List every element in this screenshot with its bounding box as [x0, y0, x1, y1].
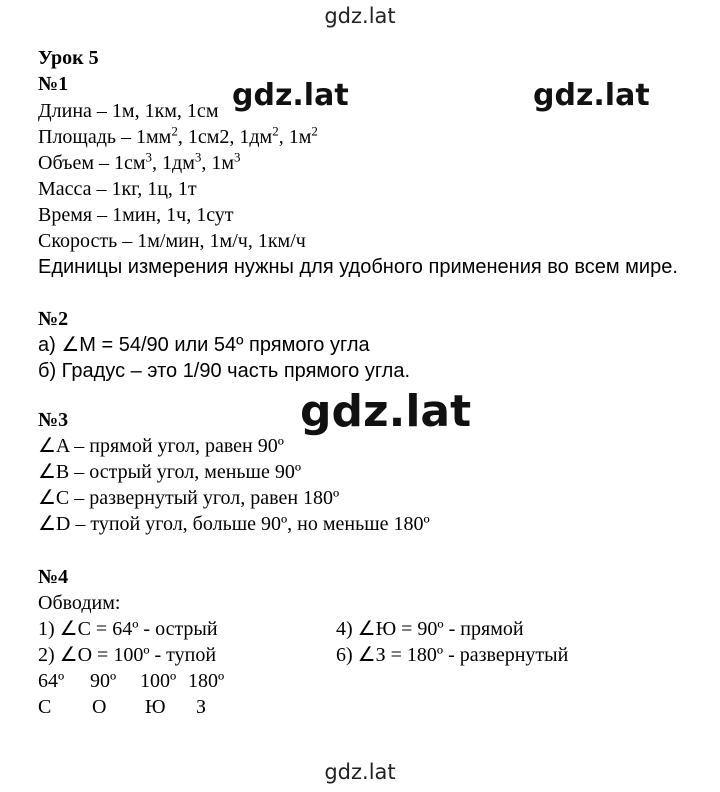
- letter-z: З: [196, 696, 207, 718]
- task4-item4: 4) ∠Ю = 90º - прямой: [336, 618, 524, 640]
- task4-item2: 2) ∠O = 100º - тупой: [38, 644, 217, 666]
- watermark-bottom: gdz.lat: [324, 760, 396, 784]
- area-part-3: , 1м: [278, 126, 312, 148]
- volume-part-3: , 1м: [201, 152, 235, 174]
- volume-part-1: Объем – 1см: [38, 152, 146, 174]
- task4-intro: Обводим:: [38, 592, 121, 614]
- letter-yu: Ю: [145, 696, 166, 718]
- task4-number: №4: [38, 566, 69, 588]
- task3-number: №3: [38, 409, 69, 431]
- degree-90: 90º: [90, 670, 117, 692]
- task3-D: ∠D – тупой угол, больше 90º, но меньше 180º: [38, 513, 430, 535]
- task1-number: №1: [38, 73, 69, 95]
- task1-time: Время – 1мин, 1ч, 1сут: [38, 204, 234, 226]
- watermark-top: gdz.lat: [324, 4, 396, 28]
- task1-mass: Масса – 1кг, 1ц, 1т: [38, 178, 197, 200]
- task2-a: а) ∠M = 54/90 или 54º прямого угла: [38, 334, 370, 356]
- task1-volume: Объем – $1см^3$, $1дм^3$, $1м^3$: [38, 149, 241, 174]
- task1-area: Площадь – $1мм^2$, 1см2, $1дм^2$, $1м^2$: [38, 123, 318, 148]
- task2-number: №2: [38, 308, 69, 330]
- watermark-overlay-center: gdz.lat: [300, 386, 472, 437]
- task1-length: Длина – 1м, 1км, 1см: [38, 100, 219, 122]
- lesson-title: Урок 5: [38, 47, 99, 69]
- degree-180: 180º: [188, 670, 225, 692]
- task3-B: ∠B – острый угол, меньше 90º: [38, 461, 302, 483]
- area-part-2: , 1см2, 1дм: [177, 126, 273, 148]
- task2-b: б) Градус – это 1/90 часть прямого угла.: [38, 360, 411, 382]
- watermark-overlay-right: gdz.lat: [533, 78, 650, 113]
- watermark-overlay-left: gdz.lat: [232, 78, 349, 113]
- task4-item1: 1) ∠C = 64º - острый: [38, 618, 218, 640]
- task4-item6: 6) ∠З = 180º - развернутый: [336, 644, 569, 666]
- volume-part-2: , 1дм: [152, 152, 195, 174]
- task1-speed: Скорость – 1м/мин, 1м/ч, 1км/ч: [38, 230, 306, 252]
- letter-o: О: [92, 696, 107, 718]
- degree-100: 100º: [140, 670, 177, 692]
- task1-conclusion: Единицы измерения нужны для удобного применения во всем мире.: [38, 256, 678, 278]
- area-part-1: Площадь – 1мм: [38, 126, 172, 148]
- degree-64: 64º: [38, 670, 65, 692]
- task3-A: ∠A – прямой угол, равен 90º: [38, 435, 284, 457]
- task3-C: ∠C – развернутый угол, равен 180º: [38, 487, 340, 509]
- letter-s: С: [38, 696, 52, 718]
